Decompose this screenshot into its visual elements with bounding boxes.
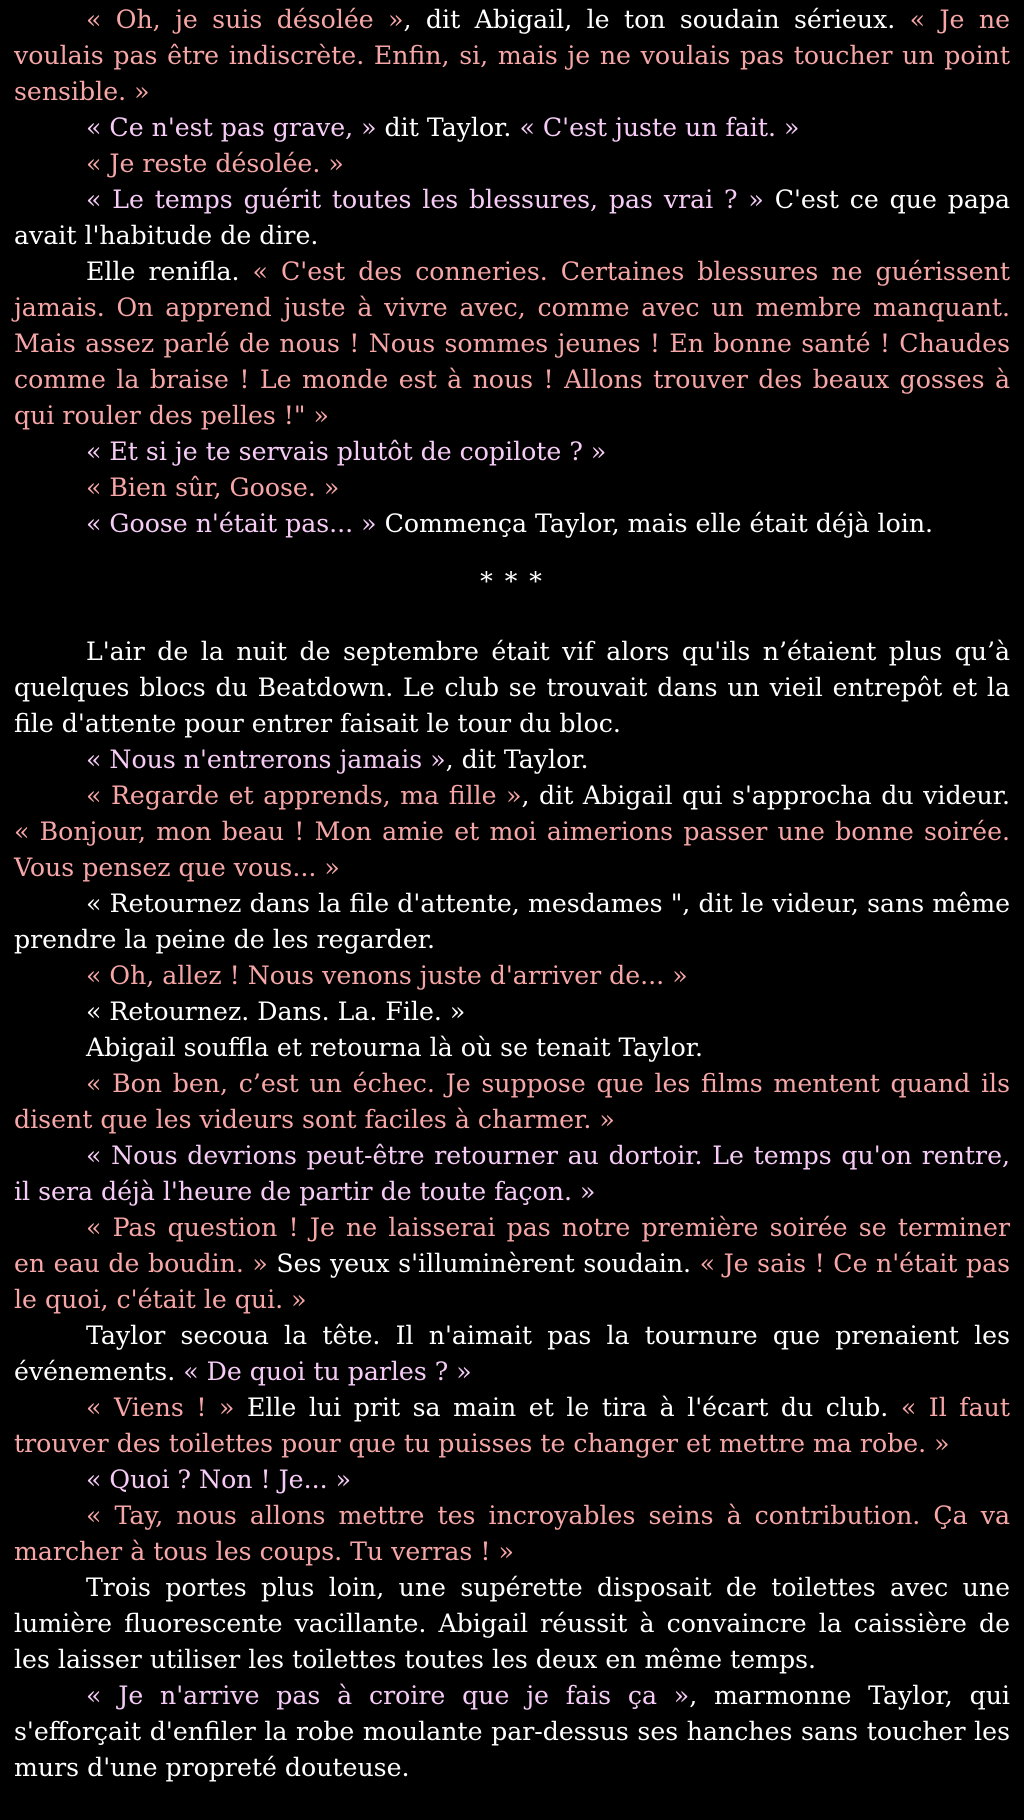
scene-separator: * * * <box>480 567 544 596</box>
section-after <box>14 634 1010 1786</box>
narration: , dit Abigail, le ton soudain sérieux. <box>403 5 910 34</box>
narration: , dit Abigail qui s'approcha du videur. <box>521 781 1010 810</box>
narration: dit Taylor. <box>376 113 520 142</box>
paragraph <box>14 1462 1010 1498</box>
abigail-dialogue: « Tay, nous allons mettre tes incroyables seins à contribution. Ça va marcher à tous les coups. Tu verras ! » <box>14 1501 1010 1566</box>
taylor-dialogue: « De quoi tu parles ? » <box>183 1357 472 1386</box>
taylor-dialogue: « Je n'arrive pas à croire que je fais ça » <box>86 1681 690 1710</box>
paragraph <box>14 254 1010 434</box>
paragraph <box>14 1570 1010 1678</box>
abigail-dialogue: « Je reste désolée. » <box>86 149 344 178</box>
paragraph <box>14 434 1010 470</box>
abigail-dialogue: « Je ne voulais pas être indiscrète. Enfin, si, mais je ne voulais pas toucher un point sensible. » <box>14 5 1010 106</box>
narration: , marmonne Taylor, qui s'efforçait d'enfiler la robe moulante par-dessus ses hanches sans toucher les murs d'une propreté douteuse. <box>14 1681 1010 1782</box>
book-page <box>14 2 1010 1786</box>
taylor-dialogue: « Le temps guérit toutes les blessures, pas vrai ? » <box>86 185 764 214</box>
narration: Elle lui prit sa main et le tira à l'écart du club. <box>234 1393 901 1422</box>
narration: Elle renifla. <box>86 257 253 286</box>
taylor-dialogue: « Quoi ? Non ! Je... » <box>86 1465 352 1494</box>
abigail-dialogue: « Je sais ! Ce n'était pas le quoi, c'était le qui. » <box>14 1249 1011 1314</box>
section-before <box>14 2 1010 542</box>
paragraph <box>14 1390 1010 1462</box>
abigail-dialogue: « Bien sûr, Goose. » <box>86 473 340 502</box>
narration: L'air de la nuit de septembre était vif alors qu'ils n’étaient plus qu’à quelques blocs du Beatdown. Le club se trouvait dans un vieil entrepôt et la file d'attente pour entrer faisait le tour du bloc. <box>14 637 1010 738</box>
narration: « Retournez. Dans. La. File. » <box>86 997 466 1026</box>
narration: Commença Taylor, mais elle était déjà loin. <box>376 509 934 538</box>
paragraph <box>14 1138 1010 1210</box>
paragraph <box>14 146 1010 182</box>
paragraph <box>14 470 1010 506</box>
paragraph <box>14 1318 1010 1390</box>
paragraph <box>14 1066 1010 1138</box>
narration: , dit Taylor. <box>445 745 589 774</box>
abigail-dialogue: « Oh, allez ! Nous venons juste d'arriver de... » <box>86 961 688 990</box>
taylor-dialogue: « Ce n'est pas grave, » <box>86 113 377 142</box>
taylor-dialogue: « C'est juste un fait. » <box>519 113 800 142</box>
paragraph <box>14 634 1010 742</box>
abigail-dialogue: « Pas question ! Je ne laisserai pas notre première soirée se terminer en eau de boudin. » <box>14 1213 1010 1278</box>
taylor-dialogue: « Nous n'entrerons jamais » <box>86 745 446 774</box>
abigail-dialogue: « Bon ben, c’est un échec. Je suppose que les films mentent quand ils disent que les videurs sont faciles à charmer. » <box>14 1069 1010 1134</box>
paragraph <box>14 1498 1010 1570</box>
narration: Taylor secoua la tête. Il n'aimait pas la tournure que prenaient les événements. <box>14 1321 1010 1386</box>
paragraph <box>14 742 1010 778</box>
narration: Ses yeux s'illuminèrent soudain. <box>267 1249 700 1278</box>
paragraph <box>14 886 1010 958</box>
paragraph <box>14 182 1010 254</box>
paragraph <box>14 1678 1010 1786</box>
taylor-dialogue: « Et si je te servais plutôt de copilote ? » <box>86 437 607 466</box>
abigail-dialogue: « Oh, je suis désolée » <box>86 5 404 34</box>
taylor-dialogue: « Goose n'était pas... » <box>86 509 377 538</box>
abigail-dialogue: « Bonjour, mon beau ! Mon amie et moi aimerions passer une bonne soirée. Vous pensez que vous... » <box>14 817 1010 882</box>
abigail-dialogue: « Il faut trouver des toilettes pour que tu puisses te changer et mettre ma robe. » <box>14 1393 1010 1458</box>
paragraph <box>14 2 1010 110</box>
narration: « Retournez dans la file d'attente, mesdames ", dit le videur, sans même prendre la peine de les regarder. <box>14 889 1010 954</box>
narration: C'est ce que papa avait l'habitude de dire. <box>14 185 1010 250</box>
paragraph <box>14 1210 1010 1318</box>
taylor-dialogue: « Nous devrions peut-être retourner au dortoir. Le temps qu'on rentre, il sera déjà l'heure de partir de toute façon. » <box>14 1141 1010 1206</box>
paragraph <box>14 1030 1010 1066</box>
abigail-dialogue: « C'est des conneries. Certaines blessures ne guérissent jamais. On apprend juste à vivre avec, comme avec un membre manquant. Mais assez parlé de nous ! Nous sommes jeunes ! En bonne santé ! Chaudes comme la braise ! Le monde est à nous ! Allons trouver des beaux gosses à qui rouler des pelles !" » <box>14 257 1010 430</box>
paragraph <box>14 994 1010 1030</box>
paragraph <box>14 778 1010 886</box>
abigail-dialogue: « Regarde et apprends, ma fille » <box>86 781 522 810</box>
paragraph <box>14 506 1010 542</box>
paragraph <box>14 958 1010 994</box>
paragraph <box>14 110 1010 146</box>
narration: Abigail souffla et retourna là où se tenait Taylor. <box>86 1033 704 1062</box>
abigail-dialogue: « Viens ! » <box>86 1393 235 1422</box>
narration: Trois portes plus loin, une supérette disposait de toilettes avec une lumière fluorescente vacillante. Abigail réussit à convaincre la caissière de les laisser utiliser les toilettes toutes les deux en même temps. <box>14 1573 1010 1674</box>
